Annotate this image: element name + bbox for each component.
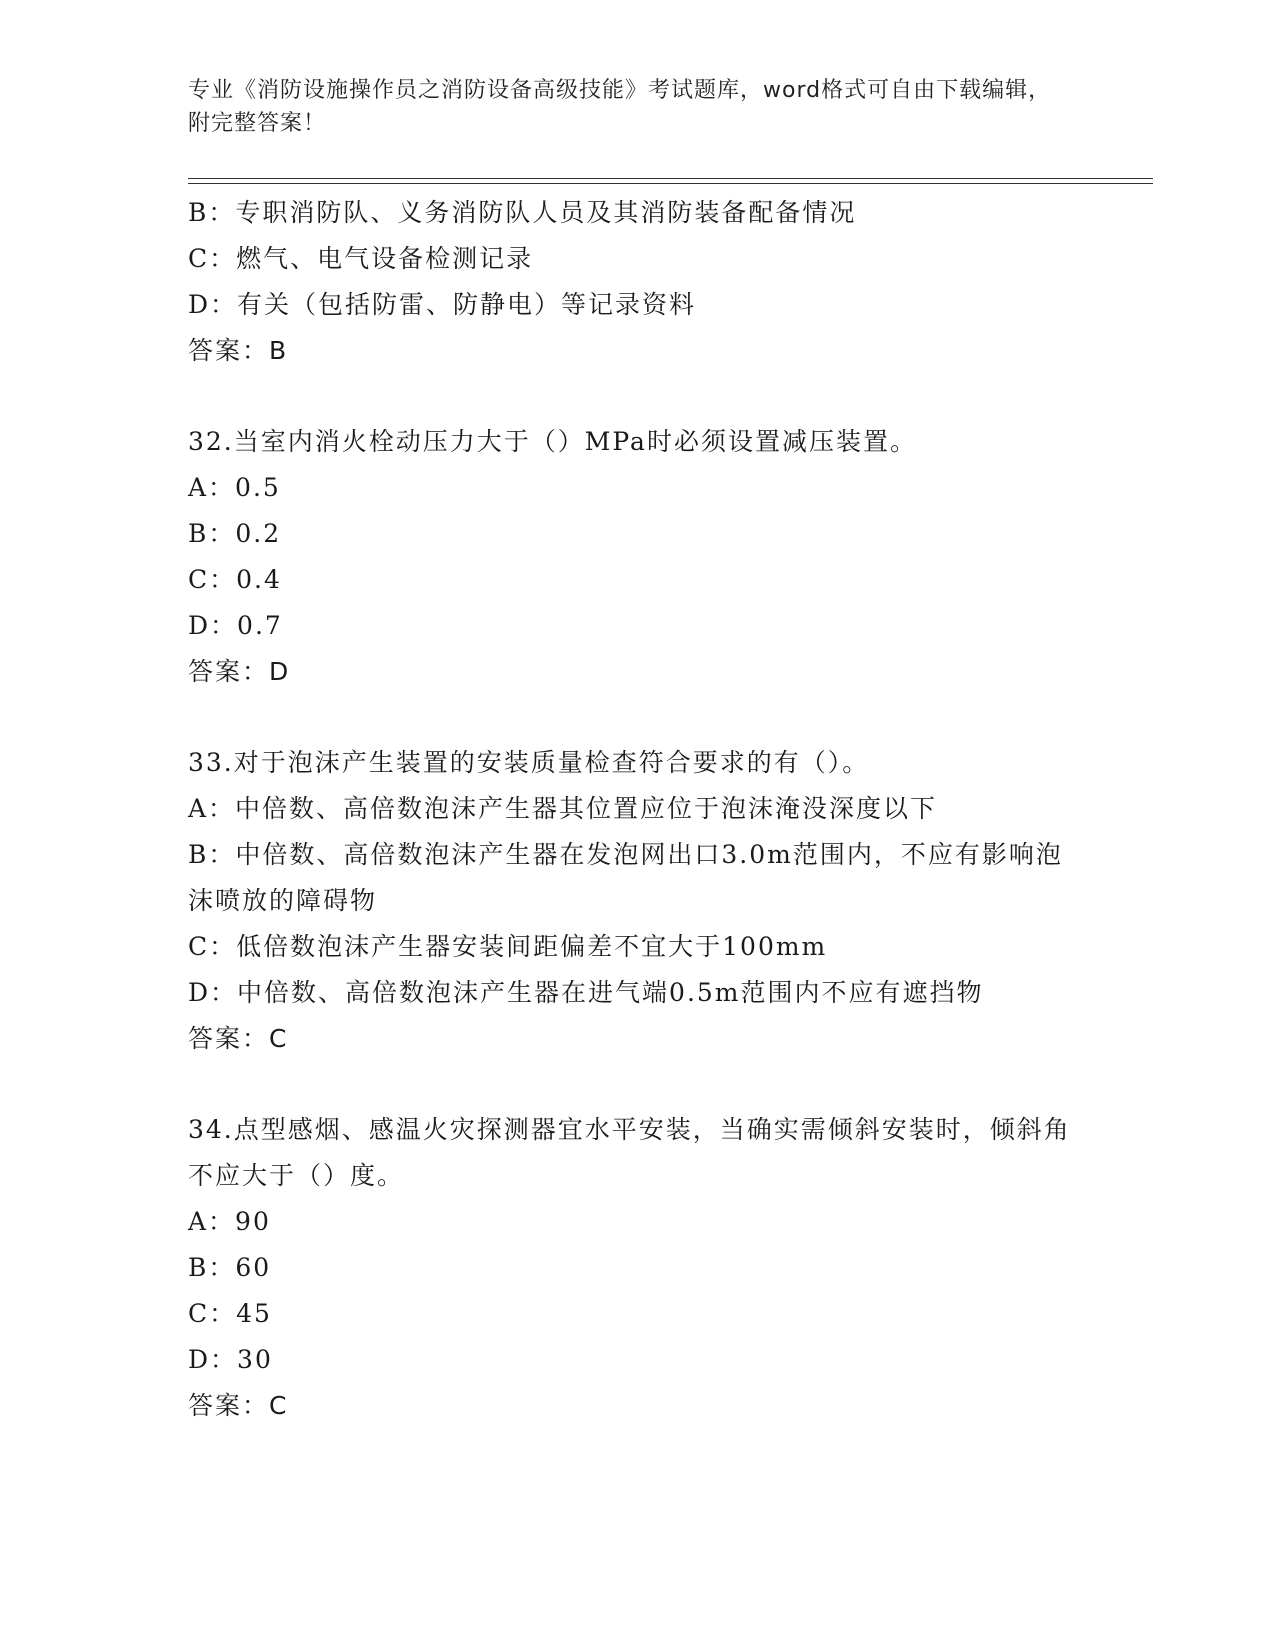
question-32 (188, 419, 1088, 695)
q31-option-c: C：燃气、电气设备检测记录 (188, 244, 534, 273)
q31-option-b: B：专职消防队、义务消防队人员及其消防装备配备情况 (188, 198, 857, 227)
q34-answer: 答案：C (188, 1391, 289, 1420)
q33-option-b: B：中倍数、高倍数泡沫产生器在发泡网出口3.0m范围内，不应有影响泡沫喷放的障碍物 (188, 840, 1063, 915)
q31-answer: 答案：B (188, 336, 289, 365)
q32-option-d: D：0.7 (188, 611, 283, 640)
header-divider (188, 178, 1153, 184)
question-31 (188, 190, 1088, 374)
q32-option-b: B：0.2 (188, 519, 282, 548)
q32-option-c: C：0.4 (188, 565, 282, 594)
q33-answer: 答案：C (188, 1024, 289, 1053)
q32-stem: 32.当室内消火栓动压力大于（）MPa时必须设置减压装置。 (188, 427, 917, 456)
q34-option-a: A：90 (188, 1207, 271, 1236)
q34-option-c: C：45 (188, 1299, 272, 1328)
question-33 (188, 740, 1088, 1062)
document-intro: 专业《消防设施操作员之消防设备高级技能》考试题库，word格式可自由下载编辑，附完整答案！ (188, 78, 1052, 136)
q33-option-d: D：中倍数、高倍数泡沫产生器在进气端0.5m范围内不应有遮挡物 (188, 978, 984, 1007)
q33-stem: 33.对于泡沫产生装置的安装质量检查符合要求的有（）。 (188, 748, 870, 777)
q34-option-b: B：60 (188, 1253, 272, 1282)
q34-option-d: D：30 (188, 1345, 273, 1374)
q32-answer: 答案：D (188, 657, 291, 686)
q31-option-d: D：有关（包括防雷、防静电）等记录资料 (188, 290, 697, 319)
q34-stem: 34.点型感烟、感温火灾探测器宜水平安装，当确实需倾斜安装时，倾斜角不应大于（）度。 (188, 1115, 1071, 1190)
q32-option-a: A：0.5 (188, 473, 281, 502)
question-34 (188, 1107, 1088, 1429)
q33-option-a: A：中倍数、高倍数泡沫产生器其位置应位于泡沫淹没深度以下 (188, 794, 938, 823)
question-list (188, 190, 1088, 1429)
q33-option-c: C：低倍数泡沫产生器安装间距偏差不宜大于100mm (188, 932, 828, 961)
